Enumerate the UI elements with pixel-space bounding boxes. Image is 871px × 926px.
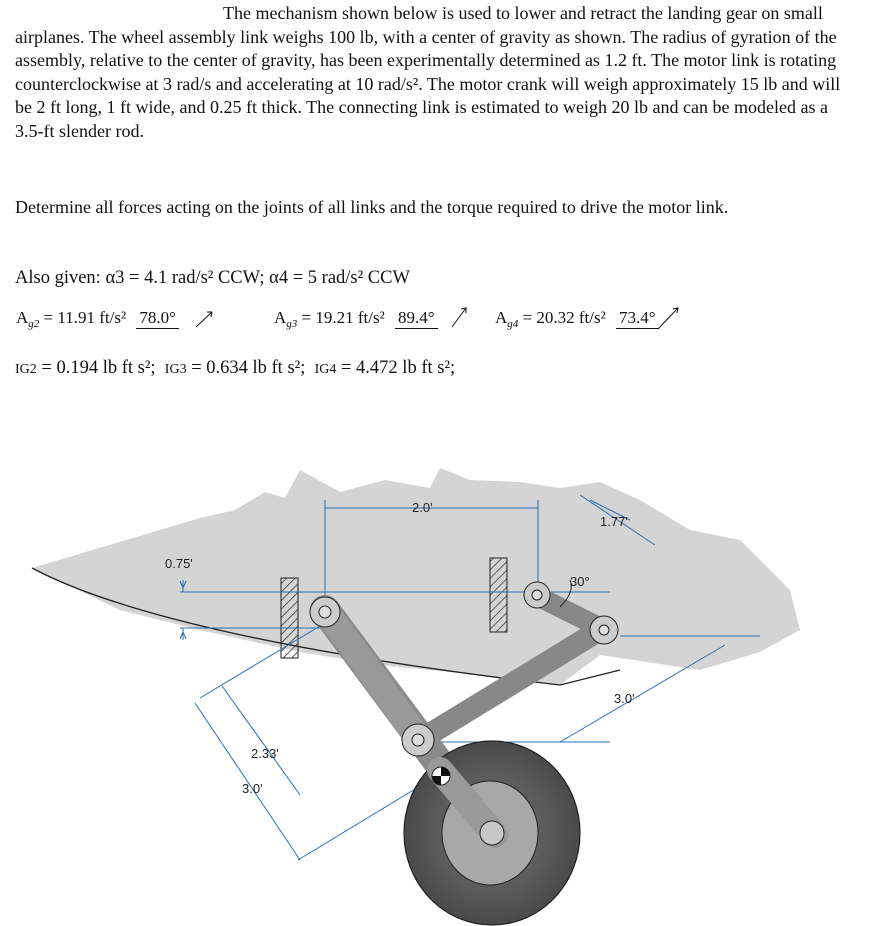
dim-3ft-right: 3.0' (614, 691, 635, 706)
angle-g3: 89.4° (395, 308, 438, 329)
accel-g4: $A_{g4} = 20.32$ ft/s² 73.4° (495, 308, 659, 329)
right-ground-support (490, 558, 507, 632)
dim-2-33ft: 2.33' (251, 746, 279, 761)
dim-1-77ft: 1.77' (600, 514, 628, 529)
wheel-axle (480, 821, 504, 845)
dim-30deg: 30° (570, 574, 590, 589)
angle-g2: 78.0° (136, 308, 179, 329)
problem-paragraph-2: Determine all forces acting on the joints of all links and the torque required to drive the motor link. (15, 197, 729, 217)
accel-g3: $A_{g3} = 19.21$ ft/s² 89.4° (274, 308, 438, 329)
accel-g2: $A_{g2} = 11.91$ ft/s² 78.0° (16, 308, 179, 329)
dim-0-75ft: 0.75' (165, 556, 193, 571)
dim-2ft: 2.0' (412, 500, 433, 515)
given-alpha-line: Also given: α3 = 4.1 rad/s² CCW; α4 = 5 rad/s² CCW (15, 268, 410, 288)
landing-gear-figure (0, 440, 871, 926)
left-ground-support (281, 578, 298, 658)
angle-g4: 73.4° (616, 308, 659, 329)
problem-paragraph-1: The mechanism shown below is used to lower and retract the landing gear on small airplanes. The wheel assembly link weighs 100 lb, with a center of gravity as shown. The radius of gyration of the assembly, relative to the center of gravity, has been experimentally determined as 1.2 ft. The motor link is rotating counterclockwise at 3 rad/s and accelerating at 10 rad/s². The motor crank will weigh approximately 15 lb and will be 2 ft long, 1 ft wide, and 0.25 ft thick. The connecting link is estimated to weigh 20 lb and can be modeled as a 3.5-ft slender rod. (15, 3, 841, 141)
dim-3ft-left: 3.0' (242, 781, 263, 796)
inertia-values: IG2 = 0.194 lb ft s²; IG3 = 0.634 lb ft s²; IG4 = 4.472 lb ft s²; (15, 358, 456, 378)
acceleration-row (0, 300, 871, 340)
angle-arrows (0, 300, 871, 340)
center-of-gravity-symbol (432, 767, 450, 785)
